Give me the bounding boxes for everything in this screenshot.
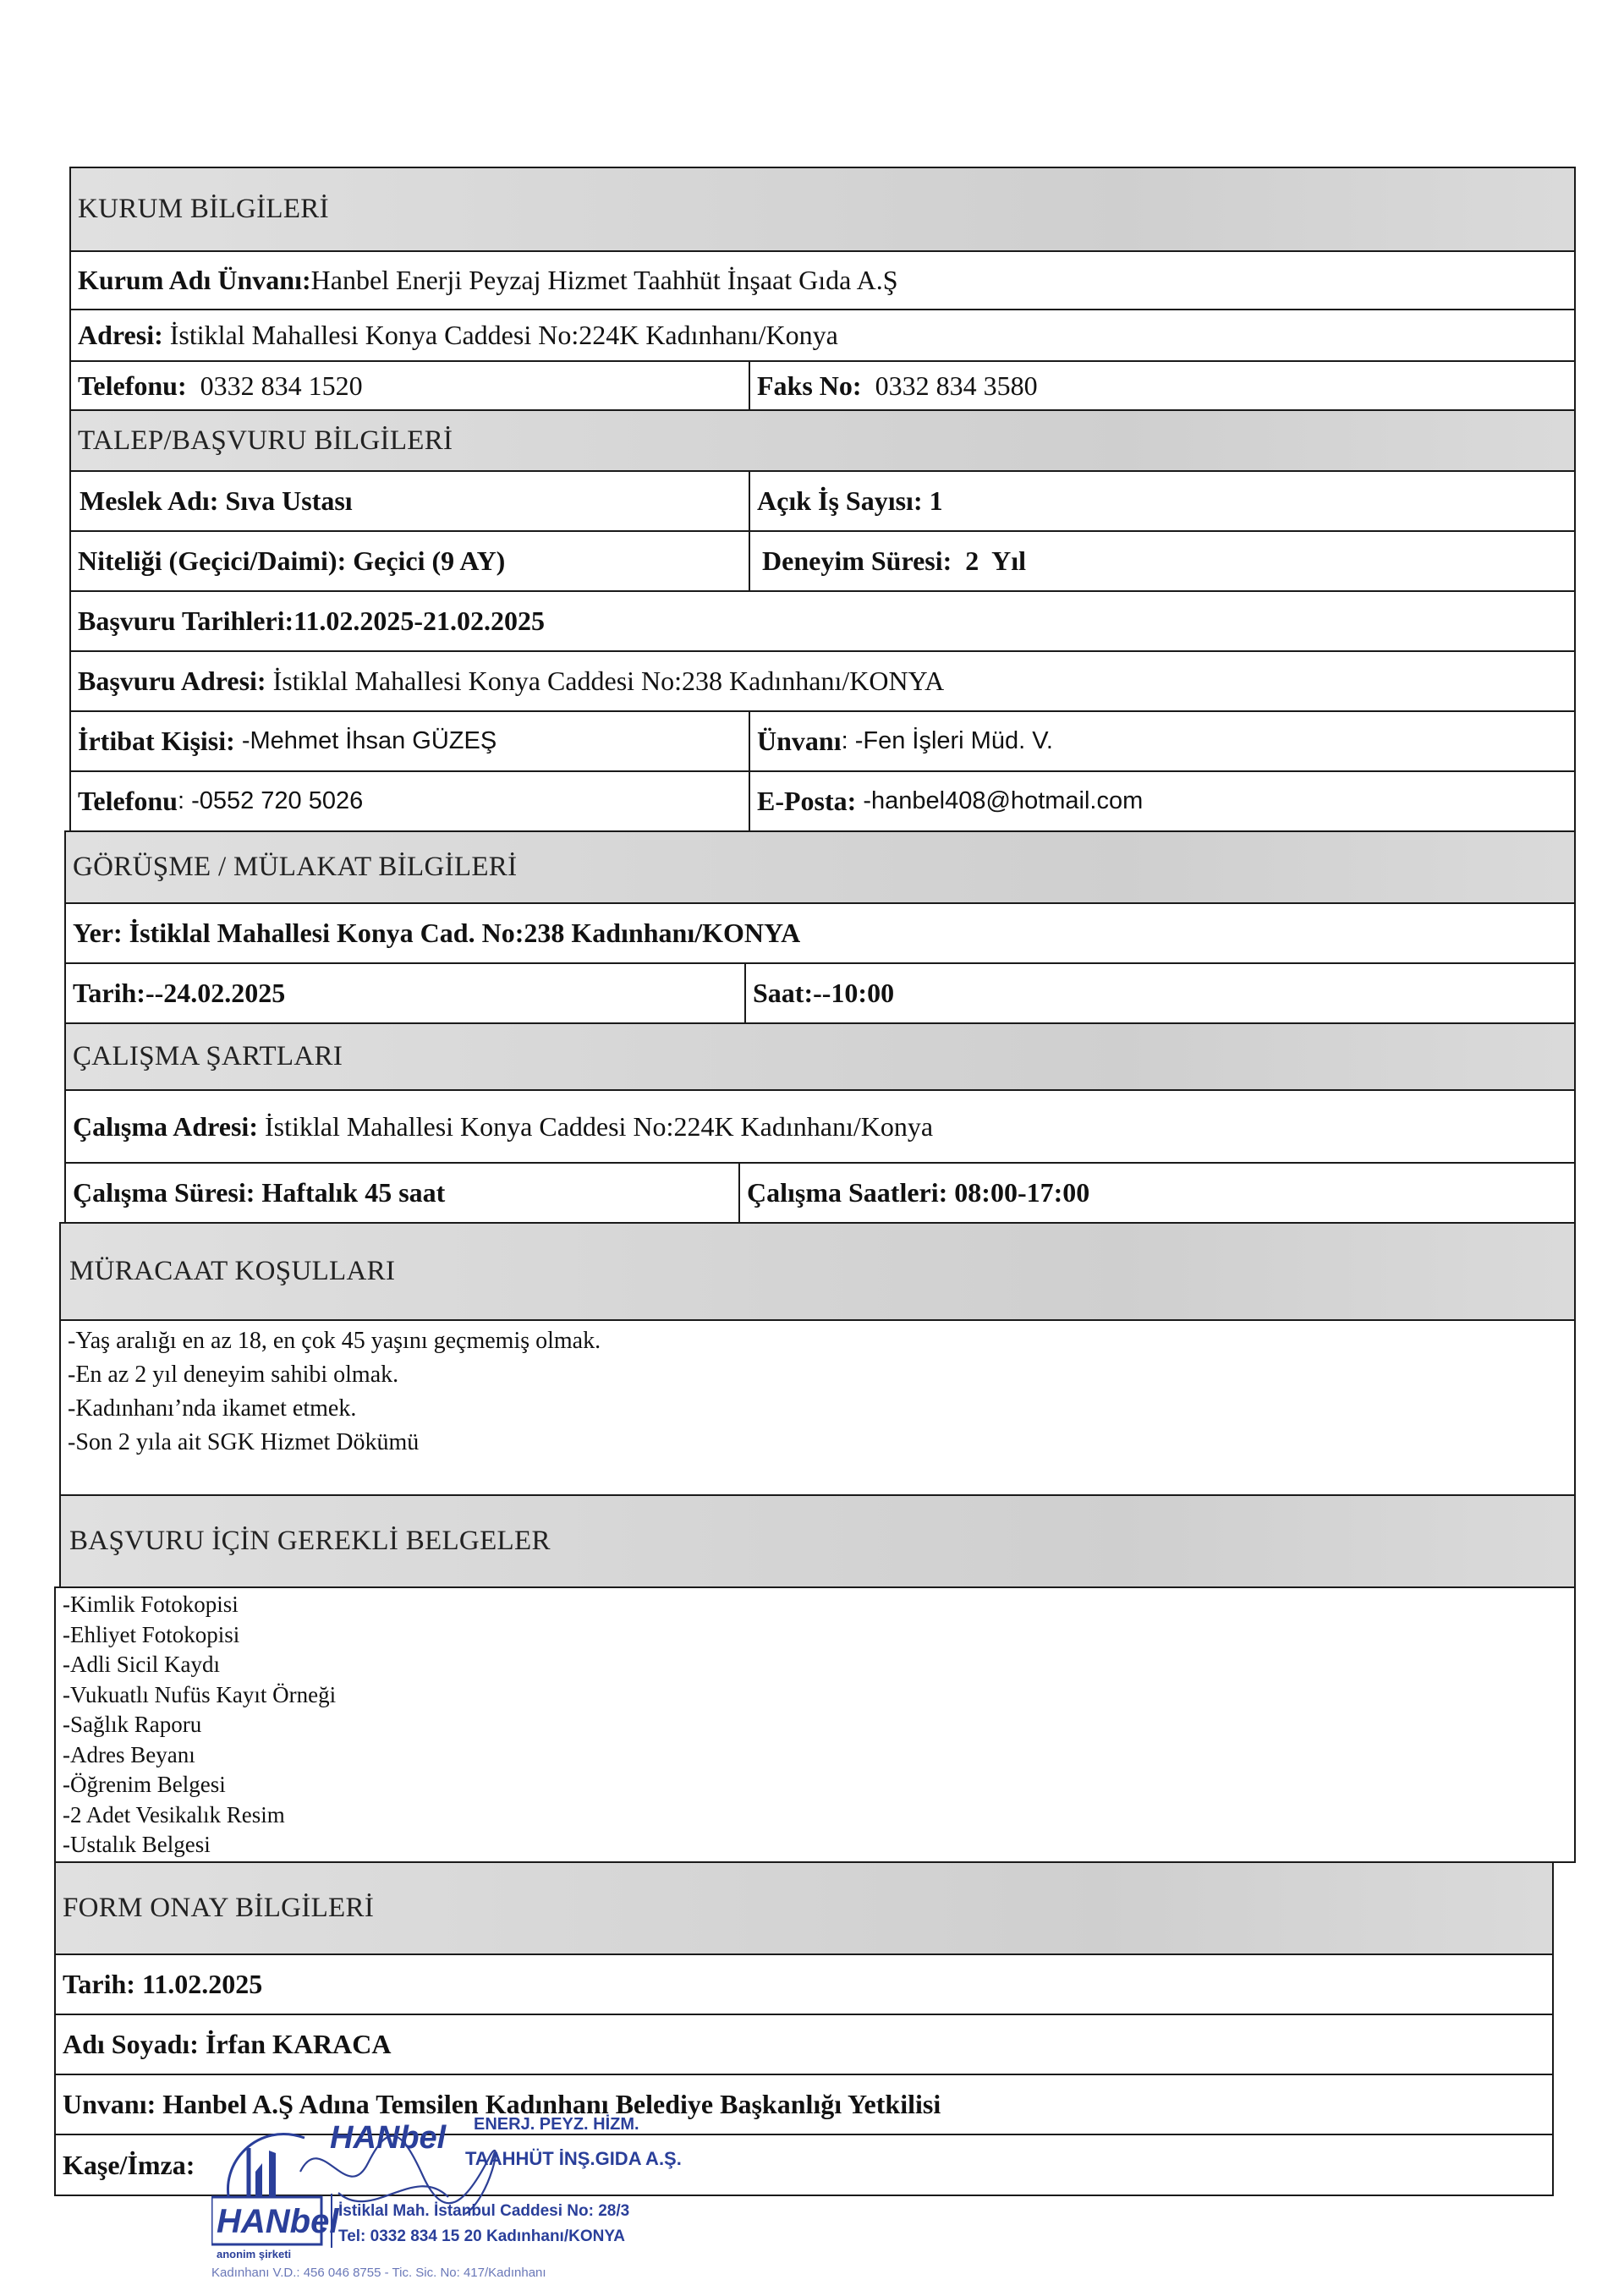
- gerekli-belgeler-list: [54, 1586, 1576, 1863]
- calisma-saatleri: Çalışma Saatleri: 08:00-17:00: [747, 1177, 1090, 1208]
- calisma-suresi: Çalışma Süresi: Haftalık 45 saat: [73, 1177, 446, 1208]
- kurum-telefon-label: Telefonu:: [78, 370, 187, 401]
- gorusme-saat: Saat:--10:00: [753, 978, 895, 1008]
- kurum-telefon-value: 0332 834 1520: [186, 370, 363, 401]
- section-title: TALEP/BAŞVURU BİLGİLERİ: [78, 425, 453, 456]
- kurum-faks-value: 0332 834 3580: [861, 370, 1038, 401]
- kurum-telefon-row: [69, 360, 1576, 411]
- kurum-adres-value: İstiklal Mahallesi Konya Caddesi No:224K Kadınhanı/Konya: [162, 320, 838, 350]
- stamp-line5: Kadınhanı V.D.: 456 046 8755 - Tic. Sic. No: 417/Kadınhanı: [211, 2266, 546, 2280]
- eposta-label: E-Posta:: [757, 786, 857, 816]
- irtibat-row: [69, 710, 1576, 772]
- list-item: -Yaş aralığı en az 18, en çok 45 yaşını geçmemiş olmak.: [68, 1328, 601, 1354]
- irtibat-value: -Mehmet İhsan GÜZEŞ: [234, 727, 497, 754]
- kase-imza-label: Kaşe/İmza:: [63, 2149, 195, 2180]
- basvuru-adresi-value: İstiklal Mahallesi Konya Caddesi No:238 Kadınhanı/KONYA: [266, 666, 945, 696]
- stamp-brand: HANbel: [330, 2120, 447, 2156]
- onay-tarih-row: [54, 1954, 1554, 2015]
- list-item: -Kadınhanı’nda ikamet etmek.: [68, 1395, 357, 1422]
- stamp-line1: ENERJ. PEYZ. HİZM.: [474, 2115, 639, 2134]
- list-item: -Kimlik Fotokopisi: [63, 1592, 239, 1617]
- basvuru-adresi-row: [69, 650, 1576, 712]
- unvan-value: : -Fen İşleri Müd. V.: [841, 727, 1053, 754]
- calisma-adresi-value: İstiklal Mahallesi Konya Caddesi No:224K Kadınhanı/Konya: [257, 1110, 934, 1142]
- section-title: KURUM BİLGİLERİ: [78, 194, 329, 224]
- list-item: -Ehliyet Fotokopisi: [63, 1621, 240, 1647]
- acik-is-sayisi: Açık İş Sayısı: 1: [757, 485, 943, 516]
- talep-nitelik-row: [69, 530, 1576, 592]
- section-title: MÜRACAAT KOŞULLARI: [69, 1256, 396, 1286]
- list-item: -Son 2 yıla ait SGK Hizmet Dökümü: [68, 1429, 420, 1455]
- deneyim-suresi: Deneyim Süresi: 2 Yıl: [762, 545, 1026, 576]
- section-title: ÇALIŞMA ŞARTLARI: [73, 1041, 343, 1071]
- onay-unvan: Unvanı: Hanbel A.Ş Adına Temsilen Kadınhanı Belediye Başkanlığı Yetkilisi: [63, 2089, 941, 2119]
- list-item: -Vukuatlı Nufüs Kayıt Örneği: [63, 1681, 337, 1707]
- eposta-value: -hanbel408@hotmail.com: [856, 787, 1144, 814]
- gorusme-yer: Yer: İstiklal Mahallesi Konya Cad. No:238 Kadınhanı/KONYA: [73, 918, 801, 948]
- gorusme-zaman-row: [64, 962, 1576, 1024]
- unvan-label: Ünvanı: [757, 726, 842, 756]
- section-title: FORM ONAY BİLGİLERİ: [63, 1893, 375, 1923]
- iletisim-row: [69, 770, 1576, 832]
- list-item: -Sağlık Raporu: [63, 1712, 202, 1737]
- kurum-adres-row: [69, 309, 1576, 362]
- section-title: GÖRÜŞME / MÜLAKAT BİLGİLERİ: [73, 852, 518, 882]
- list-item: -Öğrenim Belgesi: [63, 1772, 226, 1797]
- list-item: -Adli Sicil Kaydı: [63, 1652, 220, 1677]
- basvuru-tarihleri-row: [69, 590, 1576, 652]
- stamp-tag: anonim şirketi: [217, 2248, 292, 2260]
- basvuru-adresi-label: Başvuru Adresi:: [78, 666, 266, 696]
- list-item: -En az 2 yıl deneyim sahibi olmak.: [68, 1362, 399, 1388]
- calisma-adres-row: [64, 1089, 1576, 1164]
- kurum-adres-label: Adresi:: [78, 320, 163, 350]
- section-header-belgeler: [59, 1494, 1576, 1588]
- hanbel-logo-icon: [228, 2134, 304, 2204]
- stamp-line4: Tel: 0332 834 15 20 Kadınhanı/KONYA: [338, 2228, 625, 2245]
- stamp-brand-box: HANbel: [217, 2203, 339, 2240]
- muracaat-kosullari-list: [59, 1319, 1576, 1496]
- onay-adi-row: [54, 2014, 1554, 2075]
- irtibat-telefon-value: : -0552 720 5026: [177, 787, 364, 814]
- list-item: -2 Adet Vesikalık Resim: [63, 1801, 285, 1827]
- section-title: BAŞVURU İÇİN GEREKLİ BELGELER: [69, 1526, 551, 1556]
- list-item: -Ustalık Belgesi: [63, 1832, 211, 1857]
- kurum-unvan-row: [69, 250, 1576, 310]
- section-header-talep: [69, 409, 1576, 472]
- section-header-gorusme: [64, 830, 1576, 904]
- talep-meslek-row: [69, 470, 1576, 532]
- stamp-line2: TAAHHÜT İNŞ.GIDA A.Ş.: [465, 2148, 682, 2169]
- gorusme-yer-row: [64, 902, 1576, 964]
- irtibat-telefon-label: Telefonu: [78, 786, 178, 816]
- company-stamp: [211, 2112, 685, 2294]
- calisma-sure-row: [64, 1162, 1576, 1224]
- onay-adi-soyadi: Adı Soyadı: İrfan KARACA: [63, 2029, 392, 2059]
- section-header-kurum: [69, 167, 1576, 252]
- stamp-line3: İstiklal Mah. İstanbul Caddesi No: 28/3: [338, 2202, 630, 2220]
- list-item: -Adres Beyanı: [63, 1741, 195, 1767]
- meslek-adi: Meslek Adı: Sıva Ustası: [80, 485, 353, 516]
- kurum-unvan-value: Hanbel Enerji Peyzaj Hizmet Taahhüt İnşaat Gıda A.Ş: [310, 265, 898, 295]
- kurum-faks-label: Faks No:: [757, 370, 862, 401]
- calisma-adresi-label: Çalışma Adresi:: [73, 1110, 258, 1142]
- gorusme-tarih: Tarih:--24.02.2025: [73, 978, 286, 1008]
- section-header-calisma: [64, 1022, 1576, 1091]
- section-header-onay: [54, 1861, 1554, 1955]
- basvuru-tarihleri: Başvuru Tarihleri:11.02.2025-21.02.2025: [78, 606, 546, 636]
- section-header-muracaat: [59, 1222, 1576, 1321]
- onay-tarih: Tarih: 11.02.2025: [63, 1969, 263, 1999]
- irtibat-label: İrtibat Kişisi:: [78, 726, 235, 756]
- niteligi: Niteliği (Geçici/Daimi): Geçici (9 AY): [78, 545, 506, 576]
- kurum-unvan-label: Kurum Adı Ünvanı:: [78, 265, 311, 295]
